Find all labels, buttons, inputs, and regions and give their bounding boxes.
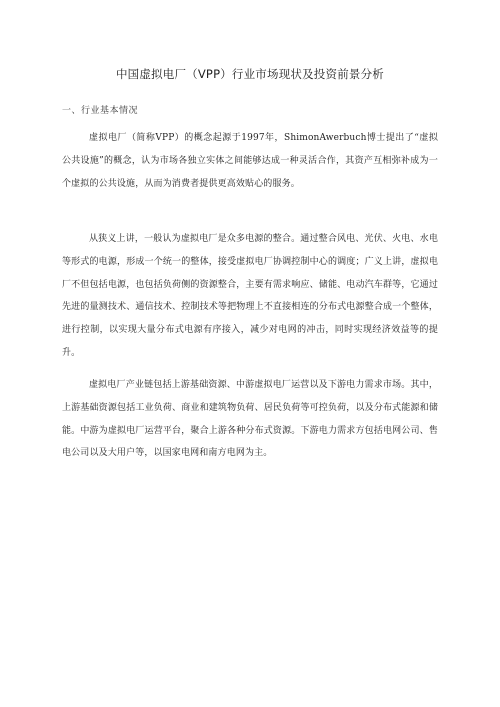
paragraph-industry-chain: 虚拟电厂产业链包括上游基础资源、中游虚拟电厂运营以及下游电力需求市场。其中，上游基础资源包括工业负荷、商业和建筑物负荷、居民负荷等可控负荷，以及分布式能源和储能。中游为虚拟电厂运营平台，聚合上游各种分布式资源。下游电力需求方包括电网公司、售电公司以及大用户等，以国家电网和南方电网为主。 (62, 380, 438, 459)
paragraph-definition: 从狭义上讲，一般认为虚拟电厂是众多电源的整合。通过整合风电、光伏、火电、水电等形式的电源，形成一个统一的整体，接受虚拟电厂协调控制中心的调度；广义上讲，虚拟电厂不但包括电源，也包括负荷侧的资源整合，主要有需求响应、储能、电动汽车群等，它通过先进的量测技术、通信技术、控制技术等把物理上不直接相连的分布式电源整合成一个整体，进行控制，以实现大量分布式电源有序接入，减少对电网的冲击，同时实现经济效益等的提升。 (62, 234, 438, 358)
document-title: 中国虚拟电厂（VPP）行业市场现状及投资前景分析 (115, 67, 385, 81)
paragraph-origin: 虚拟电厂（简称VPP）的概念起源于1997年，ShimonAwerbuch博士提出了“虚拟公共设施”的概念，认为市场各独立实体之间能够达成一种灵活合作，其资产互相弥补成为一个虚拟的公共设施，从而为消费者提供更高效贴心的服务。 (62, 133, 438, 189)
section-heading: 一、行业基本情况 (62, 106, 139, 116)
